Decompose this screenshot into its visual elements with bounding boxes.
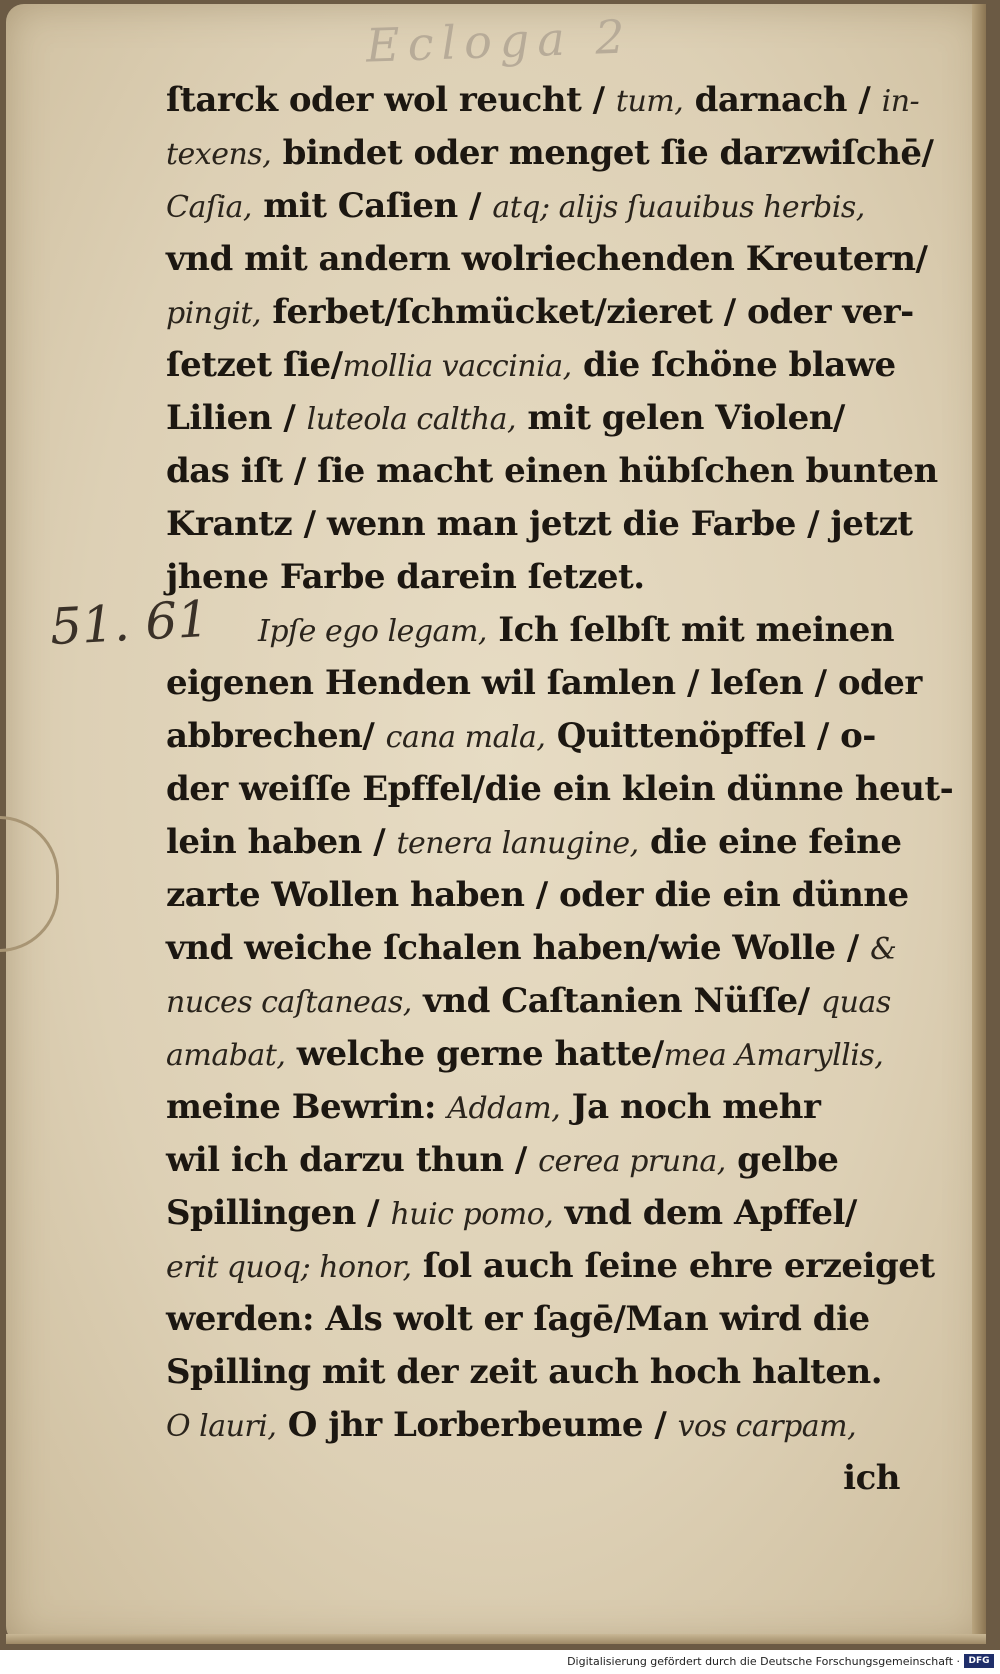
german-text: abbrechen/ — [166, 716, 386, 756]
german-text: werden: Als wolt er ſagē/Man wird die — [166, 1299, 870, 1339]
text-line — [166, 74, 920, 127]
text-line — [166, 127, 934, 180]
text-line — [166, 922, 916, 975]
latin-phrase: nuces caſtaneas, — [166, 985, 412, 1020]
text-line — [166, 233, 928, 286]
text-line — [166, 286, 916, 339]
latin-phrase: amabat, — [166, 1038, 286, 1073]
text-line — [166, 1399, 916, 1452]
text-line — [166, 1028, 916, 1081]
footer-credit-text: Digitalisierung gefördert durch die Deutsche Forschungsgemeinschaft · — [567, 1655, 960, 1668]
german-text: darnach / — [683, 80, 882, 120]
page-text-block — [166, 74, 954, 1505]
text-line — [166, 445, 938, 498]
text-line — [166, 339, 916, 392]
text-line — [166, 763, 954, 816]
german-text: ſetzet ſie/ — [166, 345, 343, 385]
book-page — [6, 4, 986, 1644]
german-text: vnd dem Apffel/ — [553, 1193, 857, 1233]
german-text: Spilling mit der zeit auch hoch halten. — [166, 1352, 883, 1392]
german-text: ferbet/ſchmücket/zieret / oder ver- — [261, 292, 914, 332]
german-text: die ſchöne blawe — [571, 345, 896, 385]
german-text: zarte Wollen haben / oder die ein dünne — [166, 875, 909, 915]
latin-phrase: texens, — [166, 137, 272, 172]
handwritten-heading-annotation: Ecloga 2 — [365, 9, 634, 73]
text-line — [166, 816, 916, 869]
page-edge-bottom — [6, 1634, 986, 1644]
german-text: gelbe — [725, 1140, 839, 1180]
german-text: Ich ſelbſt mit meinen — [486, 610, 895, 650]
german-text: die eine feine — [638, 822, 902, 862]
latin-phrase: cerea pruna, — [538, 1144, 726, 1179]
text-line — [166, 1452, 916, 1505]
latin-phrase: O lauri, — [166, 1409, 277, 1444]
latin-phrase: tum, — [615, 84, 684, 119]
latin-phrase: quas — [820, 985, 891, 1020]
german-text: eigenen Henden wil ſamlen / leſen / oder — [166, 663, 922, 703]
latin-phrase: Caſia, — [166, 190, 252, 225]
text-line — [166, 1187, 916, 1240]
german-text: vnd mit andern wolriechenden Kreutern/ — [166, 239, 928, 279]
german-text: wil ich darzu thun / — [166, 1140, 539, 1180]
text-line — [166, 498, 916, 551]
german-text: der weiſſe Epffel/die ein klein dünne heut- — [166, 769, 954, 809]
german-text: Quittenöpffel / o- — [545, 716, 876, 756]
latin-phrase: Addam, — [447, 1091, 561, 1126]
latin-phrase: luteola caltha, — [306, 402, 516, 437]
text-line — [166, 392, 916, 445]
text-line — [166, 604, 916, 657]
latin-phrase: mollia vaccinia, — [342, 349, 572, 384]
german-text: welche gerne hatte/ — [285, 1034, 664, 1074]
text-line — [166, 869, 916, 922]
handwritten-margin-note: 51. 61 — [48, 589, 211, 657]
latin-phrase: Ipſe ego legam, — [258, 614, 487, 649]
latin-phrase: vos carpam, — [677, 1409, 857, 1444]
german-text: vnd weiche ſchalen haben/wie Wolle / — [166, 928, 871, 968]
latin-phrase: & — [870, 932, 897, 967]
text-line — [166, 1081, 916, 1134]
latin-phrase: in- — [881, 84, 920, 119]
latin-phrase: tenera lanugine, — [396, 826, 639, 861]
german-text: ſol auch ſeine ehre erzeiget — [411, 1246, 935, 1286]
german-text: O jhr Lorberbeume / — [276, 1405, 678, 1445]
german-text: bindet oder menget ſie darzwiſchē/ — [271, 133, 934, 173]
footer-bar — [0, 1650, 1000, 1674]
german-text: Spillingen / — [166, 1193, 391, 1233]
german-text: Krantz / wenn man jetzt die Farbe / jetzt — [166, 504, 913, 544]
german-text: meine Bewrin: — [166, 1087, 448, 1127]
german-text: lein haben / — [166, 822, 397, 862]
page-tab-mark — [0, 816, 59, 952]
german-text: mit Caſien / — [251, 186, 493, 226]
page-edge-right — [972, 4, 986, 1644]
latin-phrase: huic pomo, — [390, 1197, 554, 1232]
text-line — [166, 657, 922, 710]
text-line — [166, 1346, 916, 1399]
latin-phrase: atq; alijs ſuauibus herbis, — [492, 190, 865, 225]
text-line — [166, 710, 916, 763]
german-text: Lilien / — [166, 398, 307, 438]
german-text: vnd Caſtanien Nüſſe/ — [411, 981, 821, 1021]
german-text: ſtarck oder wol reucht / — [166, 80, 616, 120]
german-text: ich — [843, 1458, 900, 1498]
german-text: mit gelen Violen/ — [516, 398, 845, 438]
text-line — [166, 975, 916, 1028]
german-text: jhene Farbe darein ſetzet. — [166, 557, 645, 597]
latin-phrase: erit quoq; honor, — [166, 1250, 412, 1285]
text-line — [166, 1134, 916, 1187]
text-line — [166, 1240, 935, 1293]
text-line — [166, 1293, 916, 1346]
latin-phrase: cana mala, — [385, 720, 546, 755]
german-text: Ja noch mehr — [560, 1087, 821, 1127]
dfg-logo: DFG — [964, 1654, 994, 1668]
latin-phrase: pingit, — [166, 296, 262, 331]
text-line — [166, 180, 916, 233]
german-text: das iſt / ſie macht einen hübſchen bunten — [166, 451, 938, 491]
text-line — [166, 551, 916, 604]
latin-phrase: mea Amaryllis, — [663, 1038, 884, 1073]
